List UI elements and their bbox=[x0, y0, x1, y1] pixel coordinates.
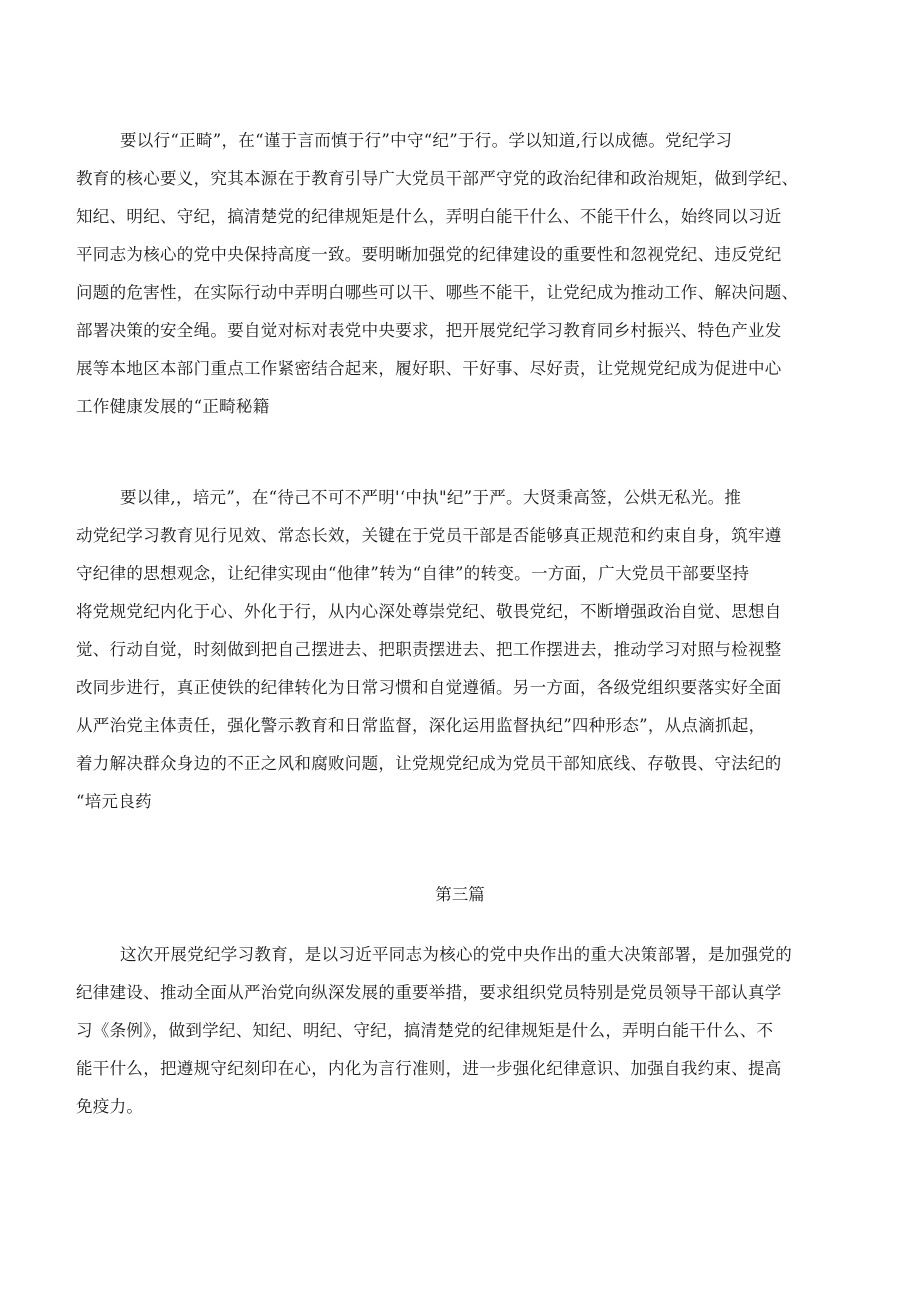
paragraph-2-line-1: 要以律,，培元”，在“待己不可不严明'‘中执"纪”于严。大贤秉高签，公烘无私光。推 bbox=[120, 488, 742, 507]
paragraph-1-line-8: 工作健康发展的“正畸秘籍 bbox=[76, 397, 270, 416]
paragraph-2-line-2: 动党纪学习教育见行见效、常态长效，关键在于党员干部是否能够真正规范和约束自身，筑牢遵 bbox=[76, 526, 782, 545]
paragraph-1-line-4: 平同志为核心的党中央保持高度一致。要明晰加强党的纪律建设的重要性和忽视党纪、违反党纪 bbox=[76, 245, 782, 264]
paragraph-1-line-1: 要以行“正畸”，在“谨于言而慎于行”中守“纪”于行。学以知道,行以成德。党纪学习 bbox=[120, 131, 733, 150]
paragraph-3-line-2: 纪律建设、推动全面从严治党向纵深发展的重要举措，要求组织党员特别是党员领导干部认真学 bbox=[76, 983, 782, 1002]
paragraph-1-line-2: 教育的核心要义，究其本源在于教育引导广大党员干部严守党的政治纪律和政治规矩，做到学纪、 bbox=[76, 169, 799, 188]
paragraph-1-line-5: 问题的危害性，在实际行动中弄明白哪些可以干、哪些不能干，让党纪成为推动工作、解决问题、 bbox=[76, 283, 799, 302]
paragraph-3-line-3: 习《条例》，做到学纪、知纪、明纪、守纪，搞清楚党的纪律规矩是什么，弄明白能干什么、不 bbox=[76, 1021, 774, 1040]
paragraph-2-line-3: 守纪律的思想观念，让纪律实现由“他律”转为“自律”的转变。一方面，广大党员干部要坚持 bbox=[76, 564, 750, 583]
paragraph-2-line-8: 着力解决群众身边的不正之风和腐败问题，让党规党纪成为党员干部知底线、存敬畏、守法纪的 bbox=[76, 754, 782, 773]
paragraph-2-line-5: 觉、行动自觉，时刻做到把自己摆进去、把职责摆进去、把工作摆进去，推动学习对照与检视整 bbox=[76, 640, 782, 659]
section-heading: 第三篇 bbox=[435, 885, 485, 904]
paragraph-1-line-7: 展等本地区本部门重点工作紧密结合起来，履好职、干好事、尽好责，让党规党纪成为促进中心 bbox=[76, 359, 782, 378]
paragraph-3-line-1: 这次开展党纪学习教育，是以习近平同志为核心的党中央作出的重大决策部署，是加强党的 bbox=[120, 945, 792, 964]
paragraph-2-line-6: 改同步进行，真正使铁的纪律转化为日常习惯和自觉遵循。另一方面，各级党组织要落实好全面 bbox=[76, 678, 782, 697]
paragraph-3-line-4: 能干什么，把遵规守纪刻印在心，内化为言行准则，进一步强化纪律意识、加强自我约束、提高 bbox=[76, 1059, 782, 1078]
paragraph-2-line-7: 从严治党主体责任，强化警示教育和日常监督，深化运用监督执纪”四种形态”，从点滴抓起， bbox=[76, 716, 766, 735]
paragraph-1-line-3: 知纪、明纪、守纪，搞清楚党的纪律规矩是什么，弄明白能干什么、不能干什么，始终同以习近 bbox=[76, 207, 782, 226]
paragraph-2-line-4: 将党规党纪内化于心、外化于行，从内心深处尊崇党纪、敬畏党纪，不断增强政治自觉、思想自 bbox=[76, 602, 782, 621]
paragraph-3-line-5: 免疫力。 bbox=[76, 1097, 144, 1116]
paragraph-2-line-9: “培元良药 bbox=[76, 792, 152, 811]
paragraph-1-line-6: 部署决策的安全绳。要自觉对标对表党中央要求，把开展党纪学习教育同乡村振兴、特色产业发 bbox=[76, 321, 782, 340]
